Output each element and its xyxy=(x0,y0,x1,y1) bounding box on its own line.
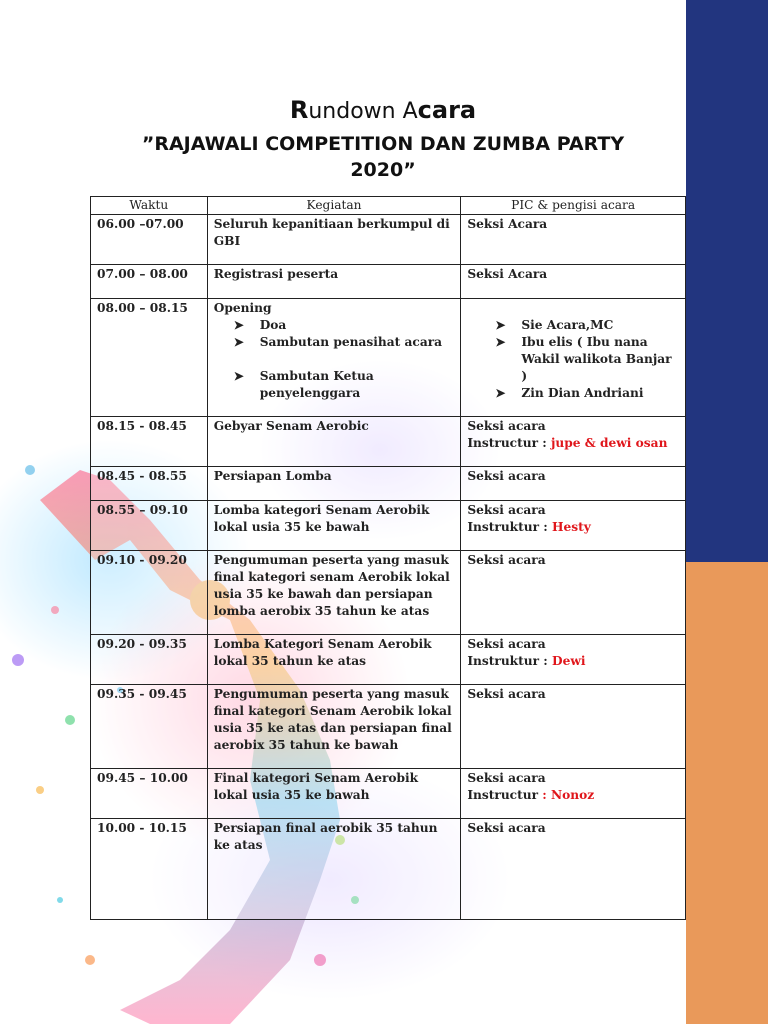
activity-title: Opening xyxy=(213,301,272,315)
rundown-table xyxy=(90,196,686,920)
time-cell: 07.00 – 08.00 xyxy=(91,265,208,299)
table-row xyxy=(91,417,686,467)
pic-role: Seksi acara xyxy=(467,419,546,433)
pic-cell: Seksi acara xyxy=(461,819,686,920)
time-cell: 08.15 - 08.45 xyxy=(91,417,208,467)
table-row xyxy=(91,215,686,265)
activity-cell xyxy=(207,299,461,417)
time-cell: 10.00 - 10.15 xyxy=(91,819,208,920)
list-item xyxy=(495,385,679,402)
sidebar-blue-band xyxy=(686,0,768,562)
activity-cell: Seluruh kepanitiaan berkumpul di GBI xyxy=(207,215,461,265)
pic-name: : Nonoz xyxy=(542,788,595,802)
pic-label: Instructur xyxy=(467,788,543,802)
activity-cell: Lomba Kategori Senam Aerobik lokal 35 tahun ke atas xyxy=(207,635,461,685)
title-mid: undown A xyxy=(308,99,418,124)
time-cell: 09.45 – 10.00 xyxy=(91,769,208,819)
table-row xyxy=(91,551,686,635)
list-item xyxy=(234,334,455,351)
pic-label: Instructur : xyxy=(467,436,551,450)
pic-cell: Seksi acara xyxy=(461,685,686,769)
table-row xyxy=(91,501,686,551)
list-item xyxy=(234,317,455,334)
table-row xyxy=(91,299,686,417)
table-row xyxy=(91,819,686,920)
activity-cell: Pengumuman peserta yang masuk final kategori senam Aerobik lokal usia 35 ke bawah dan persiapan lomba aerobix 35 tahun ke atas xyxy=(207,551,461,635)
activity-cell: Registrasi peserta xyxy=(207,265,461,299)
pic-cell: Seksi acara xyxy=(461,467,686,501)
pic-cell xyxy=(461,299,686,417)
arrow-bullet-icon: ➤ xyxy=(233,318,244,332)
list-item xyxy=(495,317,679,334)
pic-name: Dewi xyxy=(552,654,586,668)
pic-label: Instruktur : xyxy=(467,654,553,668)
table-row xyxy=(91,635,686,685)
event-subtitle xyxy=(90,131,676,183)
subtitle-line-1: ”RAJAWALI COMPETITION DAN ZUMBA PARTY xyxy=(141,133,625,155)
pic-bullet-list xyxy=(467,317,679,402)
activity-cell: Persiapan Lomba xyxy=(207,467,461,501)
pic-role: Seksi acara xyxy=(467,503,546,517)
pic-cell: Seksi Acara xyxy=(461,265,686,299)
title-box xyxy=(90,93,676,127)
arrow-bullet-icon: ➤ xyxy=(495,318,506,332)
pic-cell xyxy=(461,501,686,551)
arrow-bullet-icon: ➤ xyxy=(233,369,244,383)
pic-cell: Seksi Acara xyxy=(461,215,686,265)
table-header-row xyxy=(91,197,686,215)
time-cell: 09.10 - 09.20 xyxy=(91,551,208,635)
activity-cell: Gebyar Senam Aerobic xyxy=(207,417,461,467)
activity-cell: Persiapan final aerobik 35 tahun ke atas xyxy=(207,819,461,920)
time-cell: 08.45 - 08.55 xyxy=(91,467,208,501)
pic-name: Hesty xyxy=(552,520,591,534)
page-title xyxy=(90,93,676,129)
pic-role: Seksi acara xyxy=(467,771,546,785)
pic-cell xyxy=(461,417,686,467)
time-cell: 06.00 –07.00 xyxy=(91,215,208,265)
pic-label: Instruktur : xyxy=(467,520,553,534)
activity-cell: Pengumuman peserta yang masuk final kategori Senam Aerobik lokal usia 35 ke atas dan persiapan final aerobix 35 tahun ke bawah xyxy=(207,685,461,769)
list-item-text: Sambutan Ketua penyelenggara xyxy=(259,369,374,400)
activity-bullet-list xyxy=(214,317,455,402)
time-cell: 09.20 - 09.35 xyxy=(91,635,208,685)
activity-cell: Final kategori Senam Aerobik lokal usia 35 ke bawah xyxy=(207,769,461,819)
list-item-text: Sambutan penasihat acara xyxy=(259,335,443,349)
pic-name: jupe & dewi osan xyxy=(551,436,668,450)
table-row xyxy=(91,467,686,501)
list-item-text: Sie Acara,MC xyxy=(521,318,614,332)
pic-cell: Seksi acara xyxy=(461,551,686,635)
arrow-bullet-icon: ➤ xyxy=(495,386,506,400)
table-row xyxy=(91,265,686,299)
arrow-bullet-icon: ➤ xyxy=(233,335,244,349)
table-row xyxy=(91,769,686,819)
activity-cell: Lomba kategori Senam Aerobik lokal usia 35 ke bawah xyxy=(207,501,461,551)
list-item xyxy=(234,368,455,402)
time-cell: 08.00 – 08.15 xyxy=(91,299,208,417)
time-cell: 08.55 – 09.10 xyxy=(91,501,208,551)
title-last: cara xyxy=(417,96,477,124)
subtitle-line-2: 2020” xyxy=(350,159,416,181)
title-first: R xyxy=(289,96,309,124)
pic-cell xyxy=(461,769,686,819)
sidebar-orange-band xyxy=(686,562,768,1024)
pic-role: Seksi acara xyxy=(467,637,546,651)
pic-cell xyxy=(461,635,686,685)
header-waktu: Waktu xyxy=(91,197,208,215)
list-item xyxy=(495,334,679,385)
time-cell: 09.35 - 09.45 xyxy=(91,685,208,769)
header-pic: PIC & pengisi acara xyxy=(461,197,686,215)
list-item-text: Doa xyxy=(259,318,287,332)
table-row xyxy=(91,685,686,769)
header-kegiatan: Kegiatan xyxy=(207,197,461,215)
list-item-text: Zin Dian Andriani xyxy=(521,386,644,400)
arrow-bullet-icon: ➤ xyxy=(495,335,506,349)
list-item-text: Ibu elis ( Ibu nana Wakil walikota Banjar ) xyxy=(521,335,672,383)
